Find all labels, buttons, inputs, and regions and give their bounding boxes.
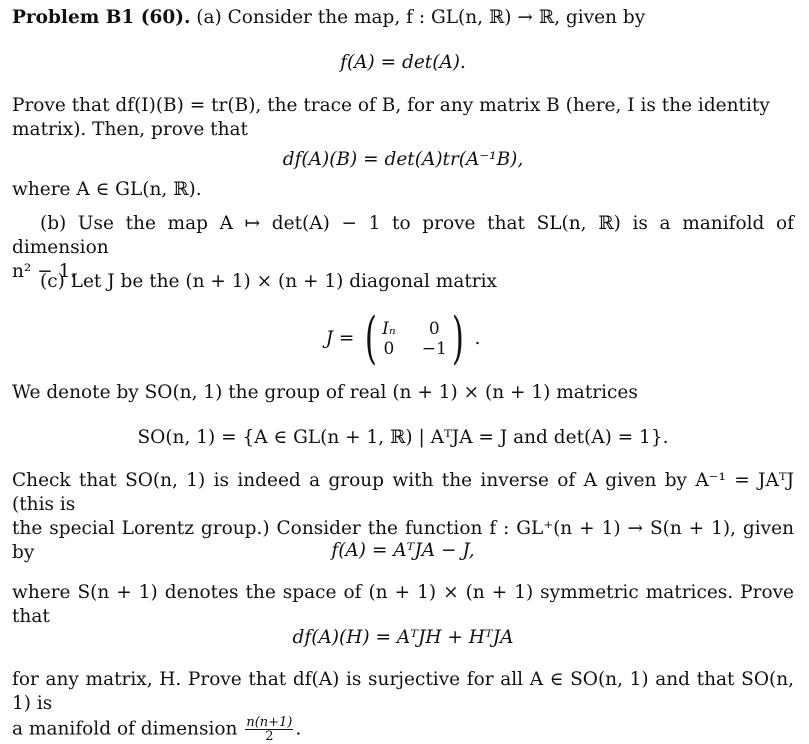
matrix-cell: −1 (421, 339, 447, 359)
final-line-2-suffix: . (295, 718, 302, 740)
matrix-cell: 0 (428, 319, 440, 339)
where-paragraph (12, 178, 794, 202)
right-paren: ) (451, 306, 464, 371)
part-b-line-2: n² − 1. (12, 261, 77, 282)
matrix-grid (382, 319, 447, 359)
final-line-2-prefix: a manifold of dimension (12, 718, 238, 740)
equation-dfh (12, 626, 794, 650)
eq-so-text: SO(n, 1) = {A ∈ GL(n + 1, ℝ) | AᵀJA = J and det(A) = 1}. (137, 427, 669, 448)
where-s-paragraph (12, 581, 794, 629)
matrix-cell: 0 (383, 339, 395, 359)
eq-det-text: f(A) = det(A). (340, 52, 466, 73)
prove-paragraph (12, 94, 794, 142)
denote-line: We denote by SO(n, 1) the group of real (n + 1) × (n + 1) matrices (12, 382, 638, 403)
equation-f (12, 539, 794, 563)
final-line-1: for any matrix, H. Prove that df(A) is surjective for all A ∈ SO(n, 1) and that SO(n, 1) is (12, 669, 794, 714)
prove-line-1: Prove that df(I)(B) = tr(B), the trace of B, for any matrix B (here, I is the identity (12, 95, 770, 116)
final-line-2 (12, 716, 794, 743)
equation-so (12, 426, 794, 450)
matrix-j (12, 306, 794, 371)
denote-paragraph (12, 381, 794, 405)
where-line: where A ∈ GL(n, ℝ). (12, 179, 202, 200)
part-a-text: (a) Consider the map, f : GL(n, ℝ) → ℝ, given by (196, 7, 646, 28)
part-c-paragraph (12, 270, 794, 294)
matrix-lhs: J = (325, 328, 355, 349)
block-matrix (360, 306, 468, 371)
where-s-line: where S(n + 1) denotes the space of (n + 1) × (n + 1) symmetric matrices. Prove that (12, 582, 794, 627)
check-line-2: the special Lorentz group.) Consider the function f : GL⁺(n + 1) → S(n + 1), given by (12, 518, 794, 563)
matrix-end: . (474, 328, 481, 349)
fraction-numerator: n(n+1) (246, 715, 293, 730)
eq-df-text: df(A)(B) = det(A)tr(A⁻¹B), (282, 149, 524, 170)
fraction-denominator: 2 (265, 729, 274, 744)
part-c-line: (c) Let J be the (n + 1) × (n + 1) diagonal matrix (40, 271, 497, 292)
dimension-fraction (245, 716, 293, 743)
eq-dfh-text: df(A)(H) = AᵀJH + HᵀJA (292, 627, 514, 648)
final-paragraph (12, 668, 794, 743)
part-b-line-1: (b) Use the map A ↦ det(A) − 1 to prove that SL(n, ℝ) is a manifold of dimension (12, 213, 794, 258)
equation-df (12, 148, 794, 172)
part-a-intro (12, 6, 794, 30)
left-paren: ( (365, 306, 378, 371)
matrix-cell: Iₙ (382, 319, 396, 339)
eq-f-text: f(A) = AᵀJA − J, (331, 540, 475, 561)
problem-title: Problem B1 (60). (12, 7, 191, 28)
check-line-1: Check that SO(n, 1) is indeed a group with the inverse of A given by A⁻¹ = JAᵀJ (this is (12, 470, 794, 515)
equation-det (12, 51, 794, 75)
prove-line-2: matrix). Then, prove that (12, 119, 248, 140)
